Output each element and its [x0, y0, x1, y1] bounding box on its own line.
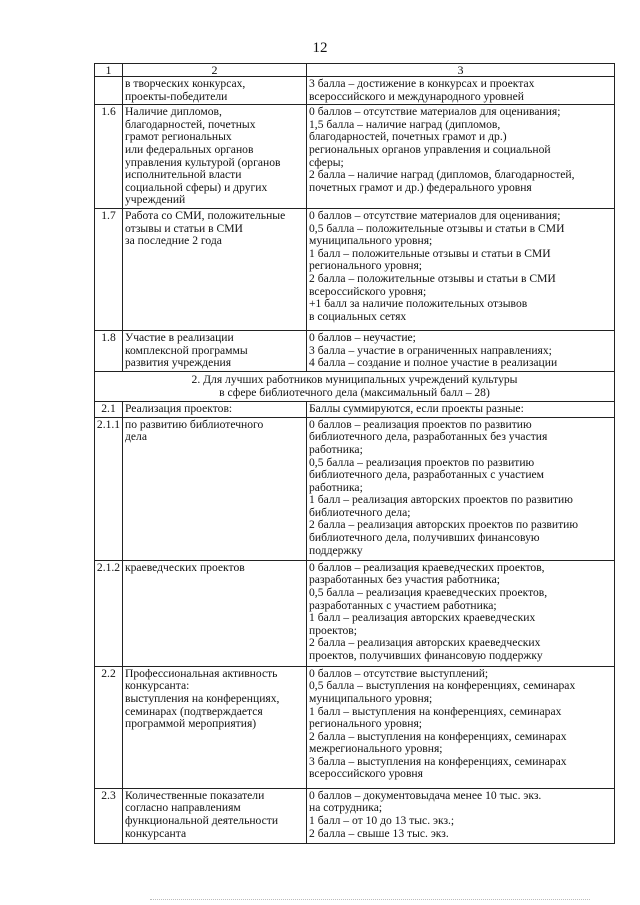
- row-scores: 0 баллов – документовыдача менее 10 тыс. экз. на сотрудника; 1 балл – от 10 до 13 тыс. экз.; 2 балла – свыше 13 тыс. экз.: [307, 788, 615, 843]
- row-criterion: по развитию библиотечного дела: [123, 417, 307, 560]
- scan-edge-line: [150, 899, 590, 900]
- row-criterion: Реализация проектов:: [123, 402, 307, 418]
- row-criterion: Количественные показатели согласно направлениям функциональной деятельности конкурсанта: [123, 788, 307, 843]
- row-number: 1.7: [95, 208, 123, 330]
- row-scores: 0 баллов – отсутствие материалов для оценивания; 1,5 балла – наличие наград (дипломов, благодарностей, почетных грамот и др.) региональных органов управления и социальной сферы; 2 балла – наличие наград (дипломов, благодарностей, почетных грамот и др.) федерального уровня: [307, 105, 615, 209]
- page-number: 12: [312, 40, 328, 56]
- table-row: [95, 208, 615, 330]
- header-cell: 2: [123, 64, 307, 77]
- table-row: [95, 330, 615, 371]
- table-row: [95, 666, 615, 788]
- row-scores: 3 балла – достижение в конкурсах и проектах всероссийского и международного уровней: [307, 77, 615, 105]
- row-number: 1.8: [95, 330, 123, 371]
- row-criterion: в творческих конкурсах, проекты-победители: [123, 77, 307, 105]
- table-row: [95, 788, 615, 843]
- table-row: [95, 417, 615, 560]
- section-title: 2. Для лучших работников муниципальных учреждений культуры в сфере библиотечного дела (максимальный балл – 28): [95, 371, 615, 401]
- row-scores: 0 баллов – неучастие; 3 балла – участие в ограниченных направлениях; 4 балла – создание и полное участие в реализации: [307, 330, 615, 371]
- row-number: 2.3: [95, 788, 123, 843]
- row-criterion: Наличие дипломов, благодарностей, почетных грамот региональных или федеральных органов управления культурой (органов исполнительной власти социальной сферы) и других учреждений: [123, 105, 307, 209]
- row-scores: Баллы суммируются, если проекты разные:: [307, 402, 615, 418]
- row-criterion: Участие в реализации комплексной программы развития учреждения: [123, 330, 307, 371]
- row-number: 2.1: [95, 402, 123, 418]
- table-row: [95, 402, 615, 418]
- row-scores: 0 баллов – отсутствие материалов для оценивания; 0,5 балла – положительные отзывы и статьи в СМИ муниципального уровня; 1 балл – положительные отзывы и статьи в СМИ регионального уровня; 2 балла – положительные отзывы и статьи в СМИ всероссийского уровня; +1 балл за наличие положительных отзывов в социальных сетях: [307, 208, 615, 330]
- table-row: [95, 77, 615, 105]
- row-number: [95, 77, 123, 105]
- table-row: [95, 560, 615, 666]
- section-row: [95, 371, 615, 401]
- row-criterion: Профессиональная активность конкурсанта: выступления на конференциях, семинарах (подтверждается программой мероприятия): [123, 666, 307, 788]
- table-header-row: [95, 64, 615, 77]
- row-number: 2.2: [95, 666, 123, 788]
- row-scores: 0 баллов – отсутствие выступлений; 0,5 балла – выступления на конференциях, семинарах муниципального уровня; 1 балл – выступления на конференциях, семинарах регионального уровня; 2 балла – выступления на конференциях, семинарах межрегионального уровня; 3 балла – выступления на конференциях, семинарах всероссийского уровня: [307, 666, 615, 788]
- row-number: 2.1.2: [95, 560, 123, 666]
- header-cell: 3: [307, 64, 615, 77]
- header-cell: 1: [95, 64, 123, 77]
- row-scores: 0 баллов – реализация краеведческих проектов, разработанных без участия работника; 0,5 балла – реализация краеведческих проектов, разработанных с участием работника; 1 балл – реализация авторских краеведческих проектов; 2 балла – реализация авторских краеведческих проектов, получивших финансовую поддержку: [307, 560, 615, 666]
- row-scores: 0 баллов – реализация проектов по развитию библиотечного дела, разработанных без участия работника; 0,5 балла – реализация проектов по развитию библиотечного дела, разработанных с участием работника; 1 балл – реализация авторских проектов по развитию библиотечного дела; 2 балла – реализация авторских проектов по развитию библиотечного дела, получивших финансовую поддержку: [307, 417, 615, 560]
- row-number: 2.1.1: [95, 417, 123, 560]
- row-criterion: краеведческих проектов: [123, 560, 307, 666]
- criteria-table: [94, 63, 615, 844]
- row-criterion: Работа со СМИ, положительные отзывы и статьи в СМИ за последние 2 года: [123, 208, 307, 330]
- row-number: 1.6: [95, 105, 123, 209]
- table-row: [95, 105, 615, 209]
